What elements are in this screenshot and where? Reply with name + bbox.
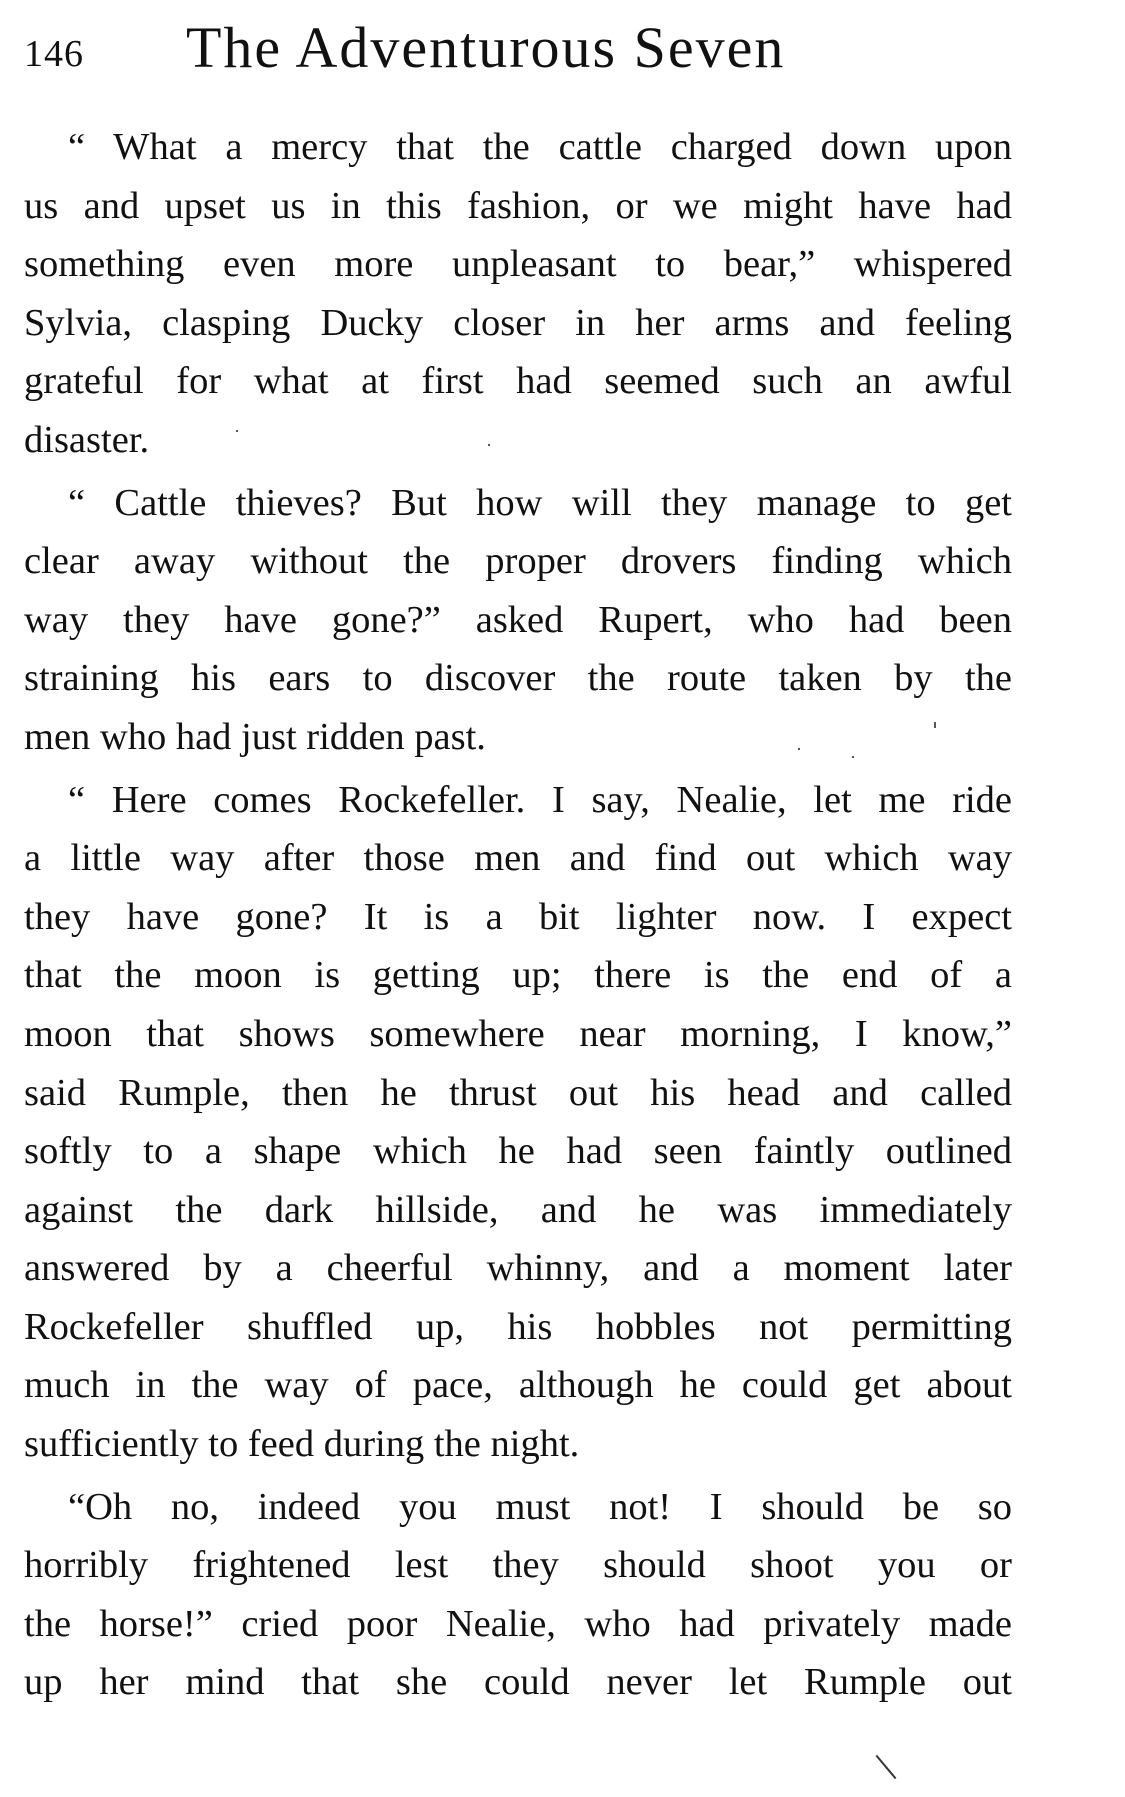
- text-line: Sylvia, clasping Ducky closer in her arms and feeling: [24, 301, 1012, 344]
- scan-speck: [798, 748, 800, 750]
- text-line: “ What a mercy that the cattle charged down upon: [68, 126, 1012, 168]
- text-line: against the dark hillside, and he was immediately: [24, 1188, 1012, 1231]
- text-line: Rockefeller shuffled up, his hobbles not permitting: [24, 1305, 1012, 1348]
- text-line: they have gone? It is a bit lighter now. I expect: [24, 895, 1012, 938]
- text-line: said Rumple, then he thrust out his head and called: [24, 1071, 1012, 1114]
- text-line: sufficiently to feed during the night.: [24, 1423, 580, 1466]
- text-line: that the moon is getting up; there is the end of a: [24, 954, 1012, 997]
- text-line: straining his ears to discover the route taken by the: [24, 657, 1012, 700]
- text-line: much in the way of pace, although he could get about: [24, 1364, 1012, 1407]
- page-number: 146: [24, 33, 84, 75]
- scan-speck: [488, 444, 490, 446]
- paragraph-rupert: [24, 474, 1012, 767]
- book-title: The Adventurous Seven: [186, 15, 786, 80]
- text-line: moon that shows somewhere near morning, I know,”: [24, 1012, 1012, 1055]
- text-line: “ Here comes Rockefeller. I say, Nealie, let me ride: [68, 778, 1012, 821]
- running-header: [24, 14, 854, 84]
- scan-speck: [852, 756, 854, 758]
- text-line: clear away without the proper drovers finding which: [24, 540, 1012, 583]
- paragraph-rumple: [24, 771, 1012, 1474]
- scan-mark: [876, 1755, 897, 1779]
- paragraph-sylvia: [24, 118, 1012, 470]
- text-line: us and upset us in this fashion, or we might have had: [24, 184, 1012, 227]
- text-line: a little way after those men and find out which way: [24, 837, 1012, 880]
- text-line: something even more unpleasant to bear,” whispered: [24, 243, 1012, 286]
- text-line: up her mind that she could never let Rumple out: [24, 1661, 1012, 1704]
- text-line: grateful for what at first had seemed such an awful: [24, 360, 1012, 403]
- paragraph-nealie: [24, 1478, 1012, 1712]
- text-line: way they have gone?” asked Rupert, who had been: [24, 598, 1012, 641]
- text-line: disaster.: [24, 418, 150, 461]
- scan-speck: [236, 430, 238, 432]
- text-line: men who had just ridden past.: [24, 715, 486, 758]
- text-line: answered by a cheerful whinny, and a moment later: [24, 1247, 1012, 1290]
- text-line: horribly frightened lest they should shoot you or: [24, 1544, 1012, 1587]
- body-text: [24, 118, 1012, 1716]
- text-line: “Oh no, indeed you must not! I should be so: [68, 1485, 1012, 1528]
- scan-speck: [934, 722, 936, 728]
- text-line: softly to a shape which he had seen faintly outlined: [24, 1130, 1012, 1173]
- text-line: “ Cattle thieves? But how will they manage to get: [68, 481, 1012, 524]
- text-line: the horse!” cried poor Nealie, who had privately made: [24, 1602, 1012, 1645]
